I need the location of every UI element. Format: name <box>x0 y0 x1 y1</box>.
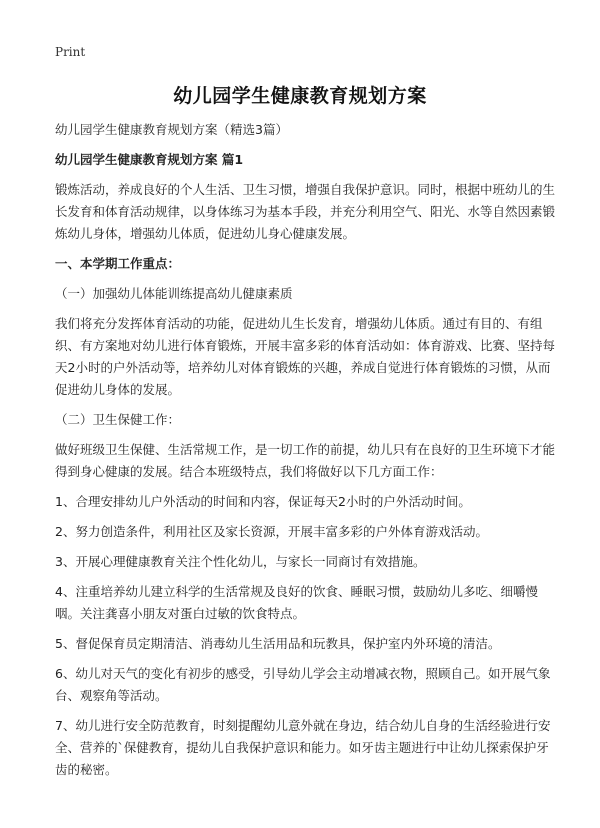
document-title: 幼儿园学生健康教育规划方案 <box>173 85 427 107</box>
subsection-paragraph-1: 我们将充分发挥体育活动的功能，促进幼儿生长发育，增强幼儿体质。通过有目的、有组织、有方案地对幼儿进行体育锻炼，开展丰富多彩的体育活动如：体育游戏、比赛、坚持每天2小时的户外活动等，培养幼儿对体育锻炼的兴趣，养成自觉进行体育锻炼的习惯，从而促进幼儿身体的发展。 <box>55 316 556 397</box>
subsection-heading-2: （二）卫生保健工作： <box>55 412 181 427</box>
list-item: 6、幼儿对天气的变化有初步的感受，引导幼儿学会主动增减衣物，照顾自己。如开展气象台、观察角等活动。 <box>55 666 551 703</box>
intro-paragraph: 锻炼活动，养成良好的个人生活、卫生习惯，增强自我保护意识。同时，根据中班幼儿的生长发育和体育活动规律，以身体练习为基本手段，并充分利用空气、阳光、水等自然因素锻炼幼儿身体，增强幼儿体质，促进幼儿身心健康发展。 <box>55 182 556 241</box>
document-subtitle: 幼儿园学生健康教育规划方案（精选3篇） <box>55 122 288 137</box>
subsection-paragraph-2: 做好班级卫生保健、生活常规工作，是一切工作的前提，幼儿只有在良好的卫生环境下才能得到身心健康的发展。结合本班级特点，我们将做好以下几方面工作： <box>55 442 556 479</box>
print-link[interactable]: Print <box>55 45 86 59</box>
chapter-heading: 幼儿园学生健康教育规划方案 篇1 <box>55 152 244 167</box>
list-item: 3、开展心理健康教育关注个性化幼儿，与家长一同商讨有效措施。 <box>55 554 426 569</box>
section-heading-1: 一、本学期工作重点： <box>55 256 181 271</box>
list-item: 5、督促保育员定期清洁、消毒幼儿生活用品和玩教具，保护室内外环境的清洁。 <box>55 636 501 651</box>
list-item: 2、努力创造条件，利用社区及家长资源，开展丰富多彩的户外体育游戏活动。 <box>55 524 488 539</box>
subsection-heading-1: （一）加强幼儿体能训练提高幼儿健康素质 <box>55 286 293 301</box>
document-body <box>55 119 555 789</box>
list-item: 7、幼儿进行安全防范教育，时刻提醒幼儿意外就在身边，结合幼儿自身的生活经验进行安全、营养的`保健教育，提幼儿自我保护意识和能力。如牙齿主题进行中让幼儿探索保护牙齿的秘密。 <box>55 718 551 777</box>
list-item: 4、注重培养幼儿建立科学的生活常规及良好的饮食、睡眠习惯，鼓励幼儿多吃、细嚼慢咽。关注龚喜小朋友对蛋白过敏的饮食特点。 <box>55 584 538 621</box>
list-item: 1、合理安排幼儿户外活动的时间和内容，保证每天2小时的户外活动时间。 <box>55 494 471 509</box>
